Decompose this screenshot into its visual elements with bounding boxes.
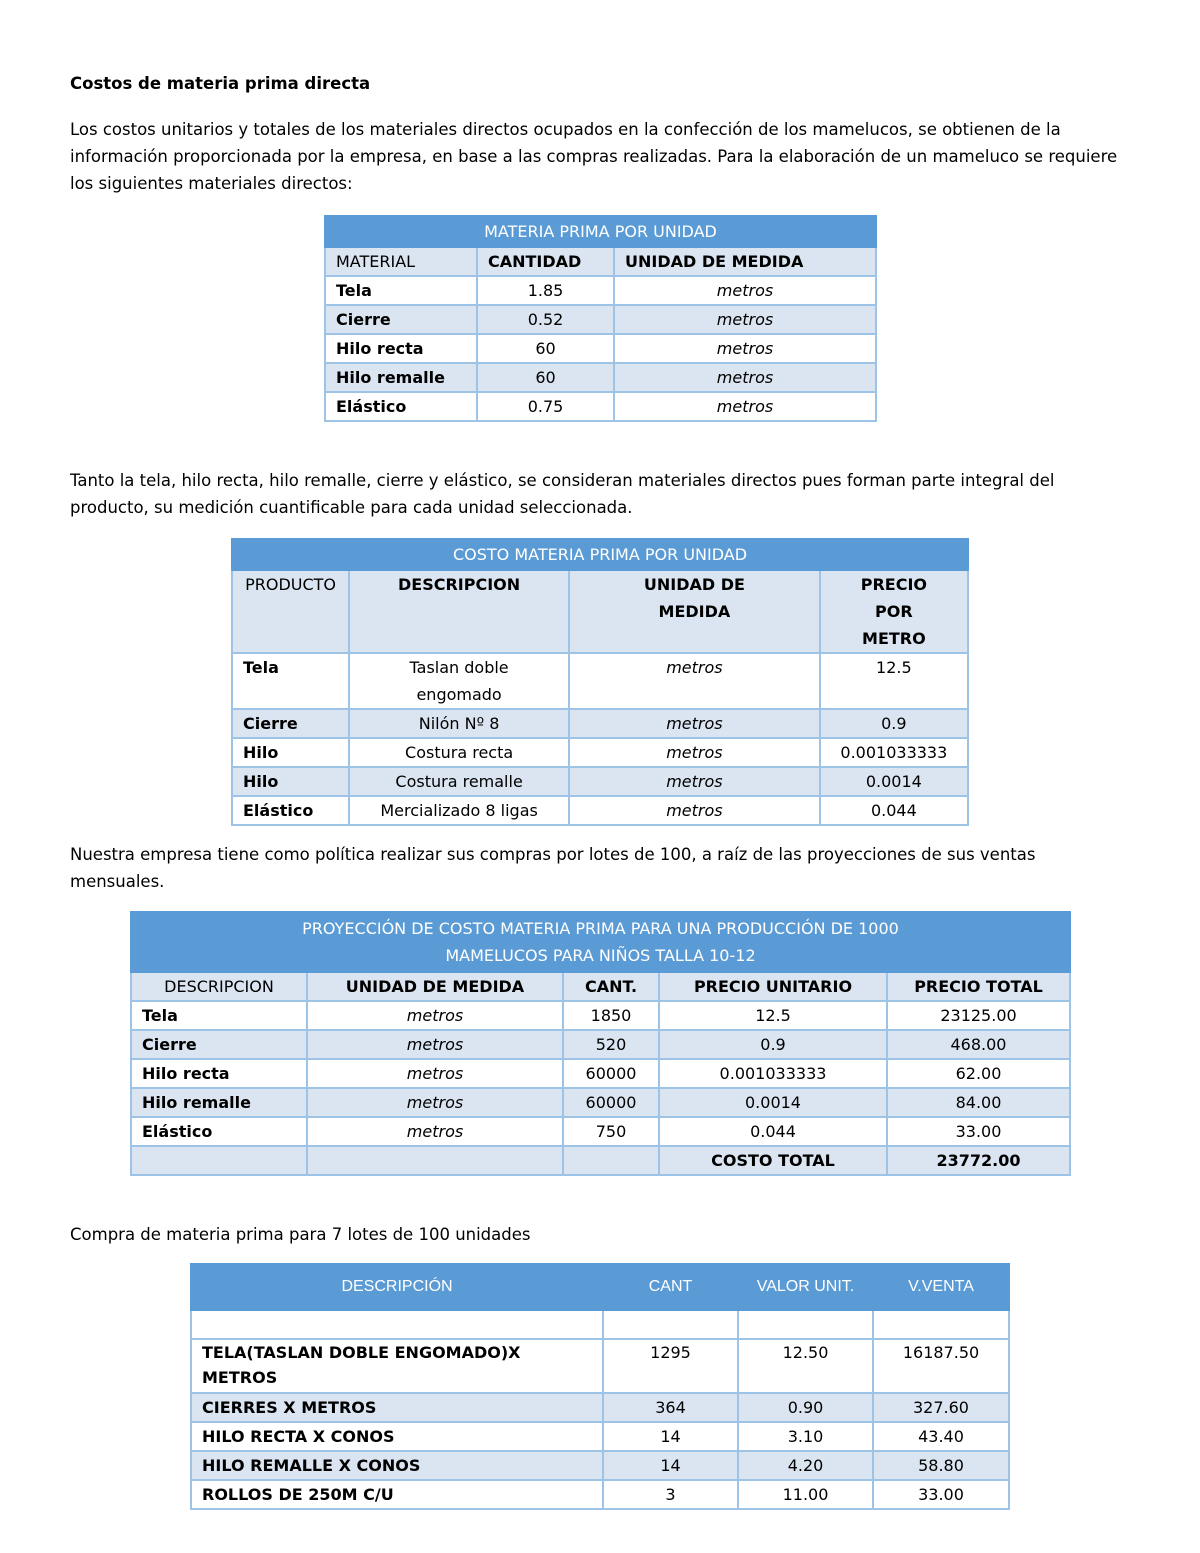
table-title: [131, 912, 1070, 972]
unit-value-cell: 4.20: [738, 1451, 873, 1480]
cost-projection-table: [130, 911, 1071, 1176]
table-row: [191, 1451, 1009, 1480]
quantity-cell: 60000: [563, 1088, 659, 1117]
total-row: [131, 1146, 1070, 1175]
unit-cell: metros: [307, 1030, 563, 1059]
product-cell: Hilo: [232, 738, 349, 767]
quantity-cell: 1295: [603, 1339, 738, 1393]
material-cell: Tela: [325, 276, 477, 305]
description-cell: Taslan doble engomado: [349, 653, 569, 709]
unit-cell: metros: [569, 709, 820, 738]
sale-value-cell: 58.80: [873, 1451, 1009, 1480]
quantity-cell: 0.52: [477, 305, 614, 334]
sale-value-cell: 327.60: [873, 1393, 1009, 1422]
product-cell: Tela: [232, 653, 349, 709]
total-value: 23772.00: [887, 1146, 1070, 1175]
unit-cell: metros: [569, 653, 820, 709]
unit-cell: metros: [307, 1117, 563, 1146]
column-header: CANT: [603, 1264, 738, 1310]
sale-value-cell: 33.00: [873, 1480, 1009, 1509]
table-title-line-2: MAMELUCOS PARA NIÑOS TALLA 10-12: [445, 946, 756, 965]
price-cell: 0.001033333: [820, 738, 968, 767]
table-row: [191, 1393, 1009, 1422]
raw-material-per-unit-table: [324, 215, 877, 422]
column-header: MATERIAL: [325, 247, 477, 276]
sale-value-cell: 16187.50: [873, 1339, 1009, 1393]
description-cell: Costura recta: [349, 738, 569, 767]
quantity-cell: 14: [603, 1451, 738, 1480]
table-row: [232, 653, 968, 709]
unit-price-cell: 12.5: [659, 1001, 887, 1030]
material-cell: Elástico: [325, 392, 477, 421]
price-cell: 0.9: [820, 709, 968, 738]
quantity-cell: 364: [603, 1393, 738, 1422]
description-cell: Elástico: [131, 1117, 307, 1146]
empty-cell: [563, 1146, 659, 1175]
unit-price-cell: 0.001033333: [659, 1059, 887, 1088]
unit-price-cell: 0.0014: [659, 1088, 887, 1117]
column-header: DESCRIPCION: [349, 570, 569, 653]
unit-value-cell: 3.10: [738, 1422, 873, 1451]
column-header: CANT.: [563, 972, 659, 1001]
description-cell: HILO RECTA X CONOS: [191, 1422, 603, 1451]
material-cell: Cierre: [325, 305, 477, 334]
column-header: PRECIO POR METRO: [820, 570, 968, 653]
table-row: [131, 1059, 1070, 1088]
column-header: V.VENTA: [873, 1264, 1009, 1310]
table-row: [232, 738, 968, 767]
table-row: [131, 1088, 1070, 1117]
total-price-cell: 33.00: [887, 1117, 1070, 1146]
table-row: [131, 1117, 1070, 1146]
table-row: [191, 1422, 1009, 1451]
column-header: DESCRIPCIÓN: [191, 1264, 603, 1310]
material-cell: Hilo recta: [325, 334, 477, 363]
description-cell: Mercializado 8 ligas: [349, 796, 569, 825]
table-row: [325, 305, 876, 334]
sale-value-cell: 43.40: [873, 1422, 1009, 1451]
total-price-cell: 62.00: [887, 1059, 1070, 1088]
unit-cell: metros: [569, 767, 820, 796]
description-cell: Hilo remalle: [131, 1088, 307, 1117]
description-cell: Nilón Nº 8: [349, 709, 569, 738]
unit-cell: metros: [614, 392, 876, 421]
table-row: [325, 334, 876, 363]
quantity-cell: 1.85: [477, 276, 614, 305]
quantity-cell: 60000: [563, 1059, 659, 1088]
quantity-cell: 60: [477, 363, 614, 392]
section-heading: Costos de materia prima directa: [70, 74, 371, 93]
empty-cell: [131, 1146, 307, 1175]
total-label: COSTO TOTAL: [659, 1146, 887, 1175]
unit-value-cell: 12.50: [738, 1339, 873, 1393]
table-row: [232, 796, 968, 825]
empty-cell: [307, 1146, 563, 1175]
quantity-cell: 1850: [563, 1001, 659, 1030]
unit-cell: metros: [307, 1088, 563, 1117]
table-title: MATERIA PRIMA POR UNIDAD: [325, 216, 876, 247]
price-cell: 0.0014: [820, 767, 968, 796]
description-cell: Cierre: [131, 1030, 307, 1059]
quantity-cell: 0.75: [477, 392, 614, 421]
purchase-table: [190, 1263, 1010, 1510]
total-price-cell: 84.00: [887, 1088, 1070, 1117]
total-price-cell: 23125.00: [887, 1001, 1070, 1030]
table-row: [232, 767, 968, 796]
unit-cell: metros: [614, 334, 876, 363]
unit-cell: metros: [569, 796, 820, 825]
table-row: [325, 276, 876, 305]
description-cell: HILO REMALLE X CONOS: [191, 1451, 603, 1480]
column-header: VALOR UNIT.: [738, 1264, 873, 1310]
description-cell: TELA(TASLAN DOBLE ENGOMADO)X METROS: [191, 1339, 603, 1393]
unit-price-cell: 0.9: [659, 1030, 887, 1059]
description-cell: ROLLOS DE 250M C/U: [191, 1480, 603, 1509]
product-cell: Hilo: [232, 767, 349, 796]
unit-cell: metros: [614, 363, 876, 392]
column-header: UNIDAD DE MEDIDA: [569, 570, 820, 653]
quantity-cell: 14: [603, 1422, 738, 1451]
description-cell: Costura remalle: [349, 767, 569, 796]
table-row: [131, 1030, 1070, 1059]
column-header: PRECIO TOTAL: [887, 972, 1070, 1001]
quantity-cell: 60: [477, 334, 614, 363]
column-header: CANTIDAD: [477, 247, 614, 276]
description-cell: Tela: [131, 1001, 307, 1030]
quantity-cell: 750: [563, 1117, 659, 1146]
table-row: [232, 709, 968, 738]
material-cell: Hilo remalle: [325, 363, 477, 392]
unit-cell: metros: [307, 1059, 563, 1088]
table-title-line-1: PROYECCIÓN DE COSTO MATERIA PRIMA PARA UNA PRODUCCIÓN DE 1000: [302, 919, 899, 938]
purchase-policy-paragraph: Nuestra empresa tiene como política realizar sus compras por lotes de 100, a raíz de las proyecciones de sus ventas mensuales.: [70, 845, 1036, 891]
column-header: UNIDAD DE MEDIDA: [307, 972, 563, 1001]
table-row: [191, 1339, 1009, 1393]
table-row: [191, 1480, 1009, 1509]
table-row: [325, 392, 876, 421]
quantity-cell: 3: [603, 1480, 738, 1509]
column-header: UNIDAD DE MEDIDA: [614, 247, 876, 276]
intro-paragraph: Los costos unitarios y totales de los materiales directos ocupados en la confección de los mamelucos, se obtienen de la información proporcionada por la empresa, en base a las compras realizadas. Para la elaboración de un mameluco se requiere los siguientes materiales directos:: [70, 120, 1118, 193]
price-cell: 12.5: [820, 653, 968, 709]
description-cell: Hilo recta: [131, 1059, 307, 1088]
table-row: [325, 363, 876, 392]
raw-material-cost-table: [231, 538, 969, 826]
column-header: PRODUCTO: [232, 570, 349, 653]
table-row: [131, 1001, 1070, 1030]
total-price-cell: 468.00: [887, 1030, 1070, 1059]
price-cell: 0.044: [820, 796, 968, 825]
purchase-lots-paragraph: Compra de materia prima para 7 lotes de 100 unidades: [70, 1225, 531, 1244]
product-cell: Elástico: [232, 796, 349, 825]
table-title: COSTO MATERIA PRIMA POR UNIDAD: [232, 539, 968, 570]
unit-cell: metros: [614, 276, 876, 305]
unit-price-cell: 0.044: [659, 1117, 887, 1146]
materials-paragraph: Tanto la tela, hilo recta, hilo remalle, cierre y elástico, se consideran materiales directos pues forman parte integral del producto, su medición cuantificable para cada unidad seleccionada.: [70, 471, 1055, 517]
column-header: PRECIO UNITARIO: [659, 972, 887, 1001]
unit-cell: metros: [614, 305, 876, 334]
column-header: DESCRIPCION: [131, 972, 307, 1001]
unit-cell: metros: [569, 738, 820, 767]
description-cell: CIERRES X METROS: [191, 1393, 603, 1422]
unit-cell: metros: [307, 1001, 563, 1030]
quantity-cell: 520: [563, 1030, 659, 1059]
unit-value-cell: 11.00: [738, 1480, 873, 1509]
product-cell: Cierre: [232, 709, 349, 738]
unit-value-cell: 0.90: [738, 1393, 873, 1422]
